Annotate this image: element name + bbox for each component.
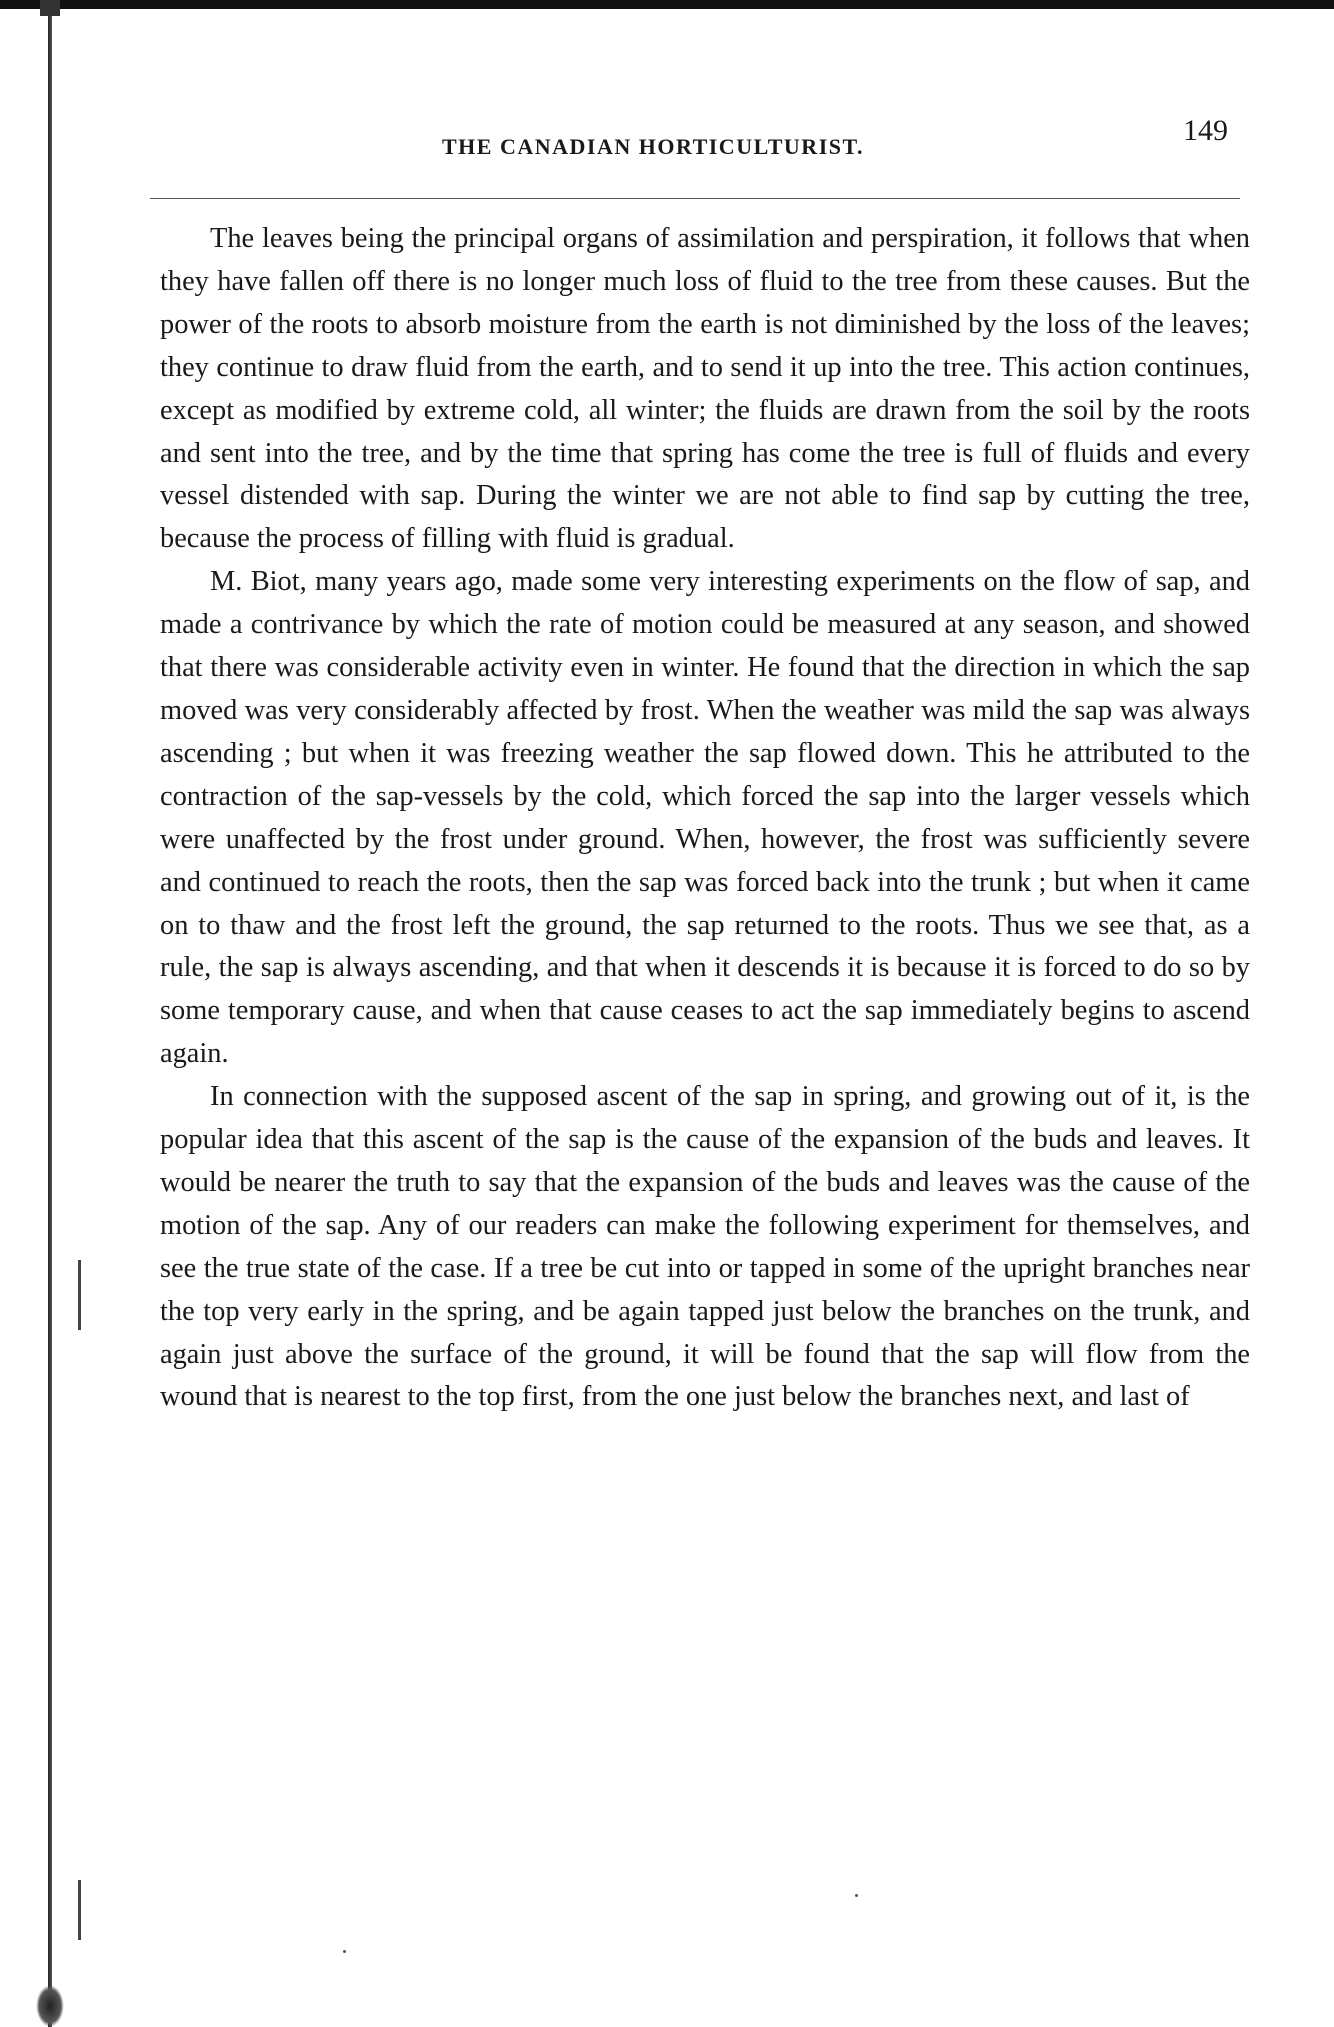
header-rule [150,198,1240,199]
edge-mark [78,1880,81,1940]
edge-mark [78,1260,81,1330]
paper-speck [855,1894,858,1897]
paragraph: M. Biot, many years ago, made some very interesting experiments on the flow of sap, and made a contrivance by which the rate of motion could be measured at any season, and showed that there was considerable activity even in winter. He found that the direction in which the sap moved was very considerably affected by frost. When the weather was mild the sap was always ascending ; but when it was freezing weather the sap flowed down. This he attributed to the contraction of the sap-vessels by the cold, which forced the sap into the larger vessels which were unaffected by the frost under ground. When, however, the frost was sufficiently severe and continued to reach the roots, then the sap was forced back into the trunk ; but when it came on to thaw and the frost left the ground, the sap returned to the roots. Thus we see that, as a rule, the sap is always ascending, and that when it descends it is because it is forced to do so by some temporary cause, and when that cause ceases to act the sap immediately begins to ascend again. [160,566,1250,1070]
body-text [160,218,1250,1419]
binding-mark-top [40,0,60,16]
running-head [160,110,1250,170]
binding-mark-bottom [36,1985,64,2027]
paragraph: The leaves being the principal organs of assimilation and perspiration, it follows that when they have fallen off there is no longer much loss of fluid to the tree from these causes. But the power of the roots to absorb moisture from the earth is not diminished by the loss of the leaves; they continue to draw fluid from the earth, and to send it up into the tree. This action continues, except as modified by extreme cold, all winter; the fluids are drawn from the soil by the roots and sent into the tree, and by the time that spring has come the tree is full of fluids and every vessel distended with sap. During the winter we are not able to find sap by cutting the tree, because the process of filling with fluid is gradual. [160,223,1250,555]
running-title: THE CANADIAN HORTICULTURIST. [442,134,865,159]
binding-edge [48,0,52,2027]
paragraph: In connection with the supposed ascent of the sap in spring, and growing out of it, is the popular idea that this ascent of the sap is the cause of the expansion of the buds and leaves. It would be nearer the truth to say that the expansion of the buds and leaves was the cause of the motion of the sap. Any of our readers can make the following experiment for themselves, and see the true state of the case. If a tree be cut into or tapped in some of the upright branches near the top very early in the spring, and be again tapped just below the branches on the trunk, and again just above the surface of the ground, it will be found that the sap will flow from the wound that is nearest to the top first, from the one just below the branches next, and last of [160,1081,1250,1413]
page-number: 149 [1183,114,1228,147]
book-page [160,110,1250,1413]
top-border [0,0,1334,9]
paper-speck [343,1950,346,1953]
